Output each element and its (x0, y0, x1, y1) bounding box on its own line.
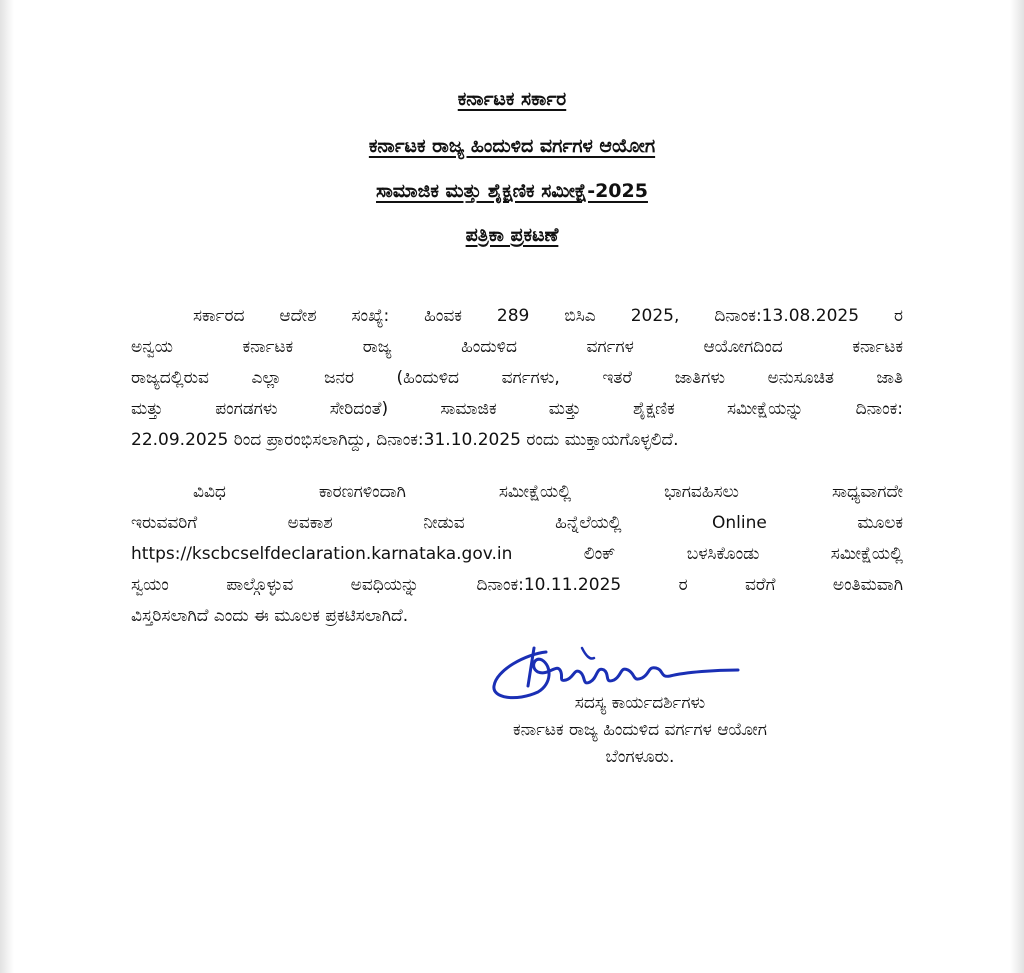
paragraph-line: ಸರ್ಕಾರದ ಆದೇಶ ಸಂಖ್ಯೆ: ಹಿಂವಕ 289 ಬಿಸಿಎ 2025, ದಿನಾಂಕ:13.08.2025 ರ (193, 306, 903, 326)
heading-government-text: ಕರ್ನಾಟಕ ಸರ್ಕಾರ (457, 88, 567, 110)
heading-survey (0, 178, 1024, 204)
paragraph-line: ವಿವಿಧ ಕಾರಣಗಳಿಂದಾಗಿ ಸಮೀಕ್ಷೆಯಲ್ಲಿ ಭಾಗವಹಿಸಲು ಸಾಧ್ಯವಾಗದೇ (193, 482, 903, 502)
signatory-designation: ಸದಸ್ಯ ಕಾರ್ಯದರ್ಶಿಗಳು (574, 693, 706, 713)
paragraph-line: ಮತ್ತು ಪಂಗಡಗಳು ಸೇರಿದಂತೆ) ಸಾಮಾಜಿಕ ಮತ್ತು ಶೈಕ್ಷಣಿಕ ಸಮೀಕ್ಷೆಯನ್ನು ದಿನಾಂಕ: (131, 399, 903, 419)
signatory-office: ಕರ್ನಾಟಕ ರಾಜ್ಯ ಹಿಂದುಳಿದ ವರ್ಗಗಳ ಆಯೋಗ (512, 720, 768, 740)
paragraph-line-with-link[interactable]: https://kscbcselfdeclaration.karnataka.gov.in ಲಿಂಕ್ ಬಳಸಿಕೊಂಡು ಸಮೀಕ್ಷೆಯಲ್ಲಿ (131, 544, 903, 564)
paragraph-line: ರಾಜ್ಯದಲ್ಲಿರುವ ಎಲ್ಲಾ ಜನರ (ಹಿಂದುಳಿದ ವರ್ಗಗಳು, ಇತರೆ ಜಾತಿಗಳು ಅನುಸೂಚಿತ ಜಾತಿ (131, 368, 903, 388)
heading-press-release-text: ಪತ್ರಿಕಾ ಪ್ರಕಟಣೆ (465, 224, 559, 246)
heading-commission-text: ಕರ್ನಾಟಕ ರಾಜ್ಯ ಹಿಂದುಳಿದ ವರ್ಗಗಳ ಆಯೋಗ (368, 135, 656, 157)
paragraph-line: 22.09.2025 ರಿಂದ ಪ್ರಾರಂಭಿಸಲಾಗಿದ್ದು, ದಿನಾಂಕ:31.10.2025 ರಂದು ಮುಕ್ತಾಯಗೊಳ್ಳಲಿದೆ. (131, 430, 679, 450)
paragraph-line: ಇರುವವರಿಗೆ ಅವಕಾಶ ನೀಡುವ ಹಿನ್ನೆಲೆಯಲ್ಲಿ Online ಮೂಲಕ (131, 513, 903, 533)
paragraph-line: ಸ್ವಯಂ ಪಾಲ್ಗೊಳ್ಳುವ ಅವಧಿಯನ್ನು ದಿನಾಂಕ:10.11.2025 ರ ವರೆಗೆ ಅಂತಿಮವಾಗಿ (131, 575, 903, 595)
heading-press-release (0, 222, 1024, 248)
paragraph-survey-order (131, 301, 903, 456)
paragraph-line: ಅನ್ವಯ ಕರ್ನಾಟಕ ರಾಜ್ಯ ಹಿಂದುಳಿದ ವರ್ಗಗಳ ಆಯೋಗದಿಂದ ಕರ್ನಾಟಕ (131, 337, 903, 357)
paragraph-line: ವಿಸ್ತರಿಸಲಾಗಿದೆ ಎಂದು ಈ ಮೂಲಕ ಪ್ರಕಟಿಸಲಾಗಿದೆ. (131, 606, 409, 626)
heading-government (0, 86, 1024, 112)
heading-commission (0, 133, 1024, 159)
signatory-city: ಬೆಂಗಳೂರು. (605, 747, 675, 767)
heading-survey-text: ಸಾಮಾಜಿಕ ಮತ್ತು ಶೈಕ್ಷಣಿಕ ಸಮೀಕ್ಷೆ-2025 (376, 180, 648, 202)
signatory-block (420, 690, 860, 771)
paragraph-extension (131, 477, 903, 632)
